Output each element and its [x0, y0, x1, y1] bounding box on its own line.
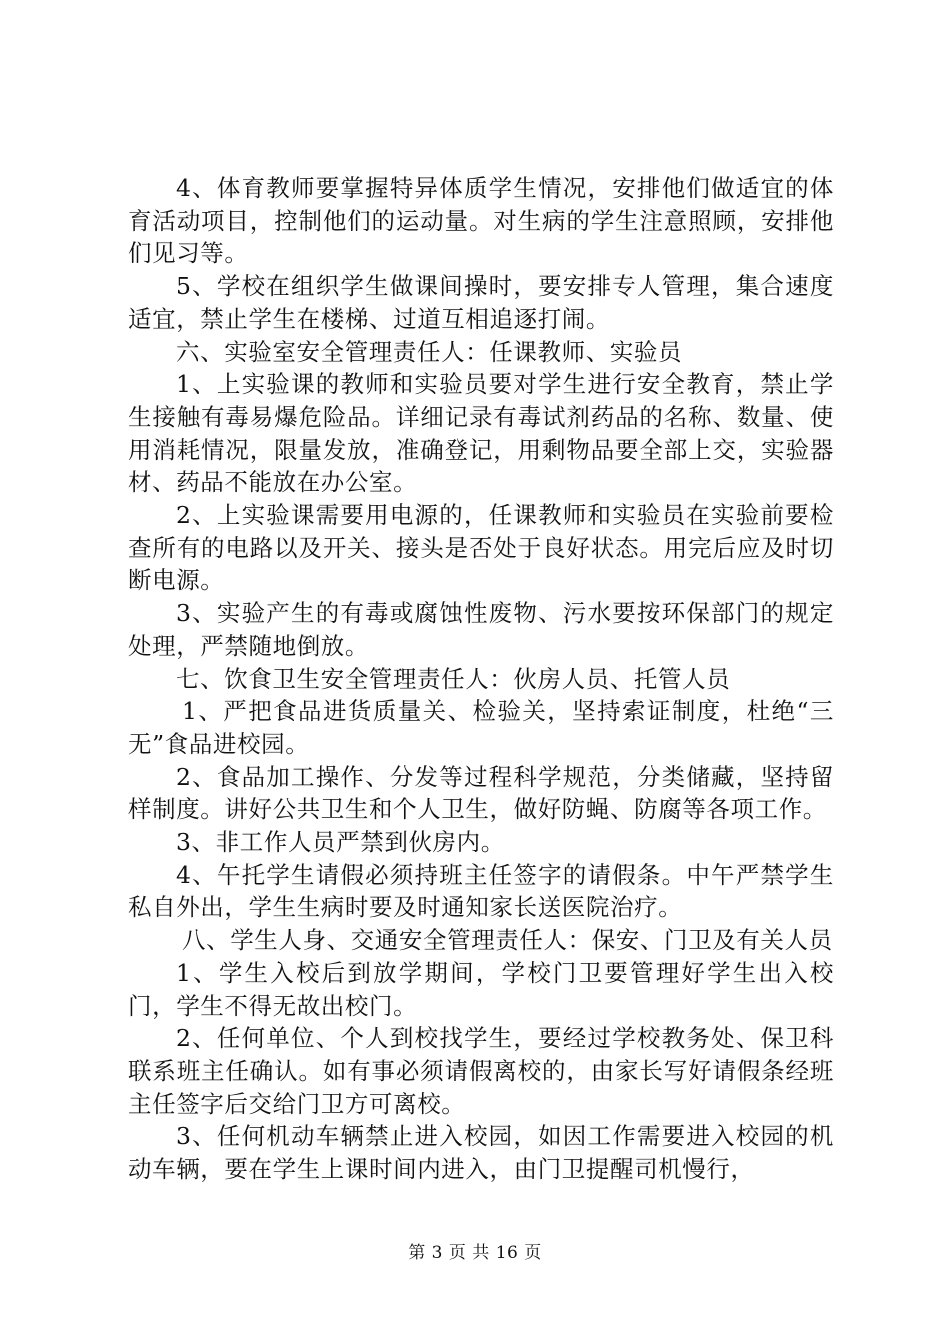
paragraph-kitchen-access: 3、非工作人员严禁到伙房内。	[176, 828, 505, 857]
section-heading-food-hygiene: 七、饮食卫生安全管理责任人：伙房人员、托管人员	[176, 664, 731, 693]
paragraph-exercise-break: 5、学校在组织学生做课间操时，要安排专人管理，集合速度适宜，禁止学生在楼梯、过道互相追逐打闹。	[128, 272, 834, 333]
paragraph-vehicle-entry: 3、任何机动车辆禁止进入校园，如因工作需要进入校园的机动车辆，要在学生上课时间内进入，由门卫提醒司机慢行，	[128, 1122, 834, 1184]
paragraph-visitor-check: 2、任何单位、个人到校找学生，要经过学校教务处、保卫科联系班主任确认。如有事必须请假离校的，由家长写好请假条经班主任签字后交给门卫方可离校。	[128, 1024, 834, 1118]
paragraph-lab-safety-education: 1、上实验课的教师和实验员要对学生进行安全教育，禁止学生接触有毒易爆危险品。详细记录有毒试剂药品的名称、数量、使用消耗情况，限量发放，准确登记，用剩物品要全部上交，实验器材、药品不能放在办公室。	[128, 370, 834, 497]
paragraph-gate-control: 1、学生入校后到放学期间，学校门卫要管理好学生出入校门，学生不得无故出校门。	[128, 958, 834, 1020]
document-body	[128, 172, 834, 1186]
paragraph-lab-power: 2、上实验课需要用电源的，任课教师和实验员在实验前要检查所有的电路以及开关、接头是否处于良好状态。用完后应及时切断电源。	[128, 501, 834, 595]
page-number-footer: 第 3 页 共 16 页	[408, 1243, 542, 1263]
section-heading-personal-traffic: 八、学生人身、交通安全管理责任人：保安、门卫及有关人员	[182, 926, 833, 955]
paragraph-lab-waste: 3、实验产生的有毒或腐蚀性废物、污水要按环保部门的规定处理，严禁随地倒放。	[128, 599, 834, 660]
paragraph-food-processing: 2、食品加工操作、分发等过程科学规范，分类储藏，坚持留样制度。讲好公共卫生和个人卫生，做好防蝇、防腐等各项工作。	[128, 762, 834, 824]
paragraph-pe-teacher: 4、体育教师要掌握特异体质学生情况，安排他们做适宜的体育活动项目，控制他们的运动量。对生病的学生注意照顾，安排他们见习等。	[128, 174, 834, 268]
paragraph-food-quality: 1、严把食品进货质量关、检验关，坚持索证制度，杜绝“三无”食品进校园。	[128, 697, 834, 758]
paragraph-noon-leave: 4、午托学生请假必须持班主任签字的请假条。中午严禁学生私自外出，学生生病时要及时通知家长送医院治疗。	[128, 860, 834, 922]
section-heading-laboratory: 六、实验室安全管理责任人：任课教师、实验员	[176, 337, 683, 366]
